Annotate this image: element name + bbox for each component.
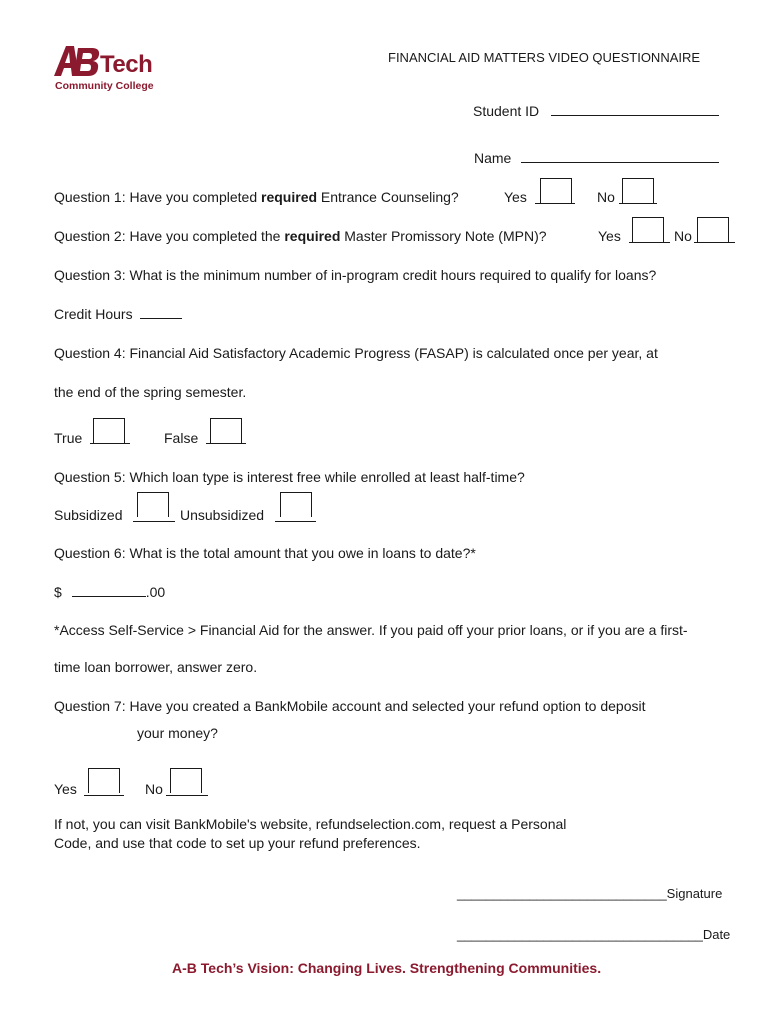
question-6-text: Question 6: What is the total amount that you owe in loans to date?*: [54, 545, 476, 561]
logo-subtitle: Community College: [55, 80, 154, 92]
signature-line[interactable]: _____________________________: [457, 886, 667, 901]
footer-vision: A-B Tech’s Vision: Changing Lives. Strengthening Communities.: [172, 960, 602, 976]
q2-yes-label: Yes: [598, 228, 621, 244]
q1-text-bold: required: [261, 189, 318, 205]
q7-yes-label: Yes: [54, 781, 77, 797]
q7-yes-checkbox[interactable]: [88, 768, 120, 793]
loan-amount-row: [54, 584, 165, 600]
date-line[interactable]: __________________________________: [457, 927, 703, 942]
logo: [52, 44, 162, 96]
loan-amount-field[interactable]: [72, 596, 146, 597]
q2-no-checkbox[interactable]: [697, 217, 729, 242]
question-4-line-2: the end of the spring semester.: [54, 384, 247, 400]
q2-no-label: No: [674, 228, 692, 244]
q7-no-checkbox[interactable]: [170, 768, 202, 793]
q5-subsidized-checkbox[interactable]: [137, 492, 169, 517]
name-row: [474, 150, 719, 166]
q5-unsubsidized-checkbox[interactable]: [280, 492, 312, 517]
question-2-text: [54, 228, 547, 244]
dollar-sign: $: [54, 584, 62, 600]
q5-subsidized-label: Subsidized: [54, 507, 123, 523]
signature-label: Signature: [666, 886, 723, 901]
q1-text-post: Entrance Counseling?: [317, 189, 459, 205]
credit-hours-field[interactable]: [140, 318, 182, 319]
question-3-text: Question 3: What is the minimum number of in-program credit hours required to qualify for loans?: [54, 267, 657, 283]
student-id-row: [473, 103, 719, 119]
logo-word: Tech: [100, 51, 153, 78]
q4-true-label: True: [54, 430, 83, 446]
q2-yes-checkbox[interactable]: [632, 217, 664, 242]
loan-amount-cents: .00: [145, 584, 166, 600]
q4-false-checkbox[interactable]: [210, 418, 242, 443]
signature-row[interactable]: [457, 886, 722, 902]
student-id-field[interactable]: [551, 115, 719, 116]
q5-unsubsidized-label: Unsubsidized: [180, 507, 265, 523]
q1-text-pre: Question 1: Have you completed: [54, 189, 262, 205]
question-1-text: [54, 189, 459, 205]
q2-text-pre: Question 2: Have you completed the: [54, 228, 285, 244]
date-label: Date: [702, 927, 731, 942]
q1-no-underline: [619, 203, 657, 204]
q1-no-label: No: [597, 189, 615, 205]
q6-note-line-2: time loan borrower, answer zero.: [54, 659, 258, 675]
name-field[interactable]: [521, 162, 719, 163]
credit-hours-row: [54, 306, 182, 322]
date-row[interactable]: [457, 927, 730, 943]
q7-yes-underline: [84, 795, 124, 796]
q7-info-line-1: If not, you can visit BankMobile's website, refundselection.com, request a Personal: [54, 816, 567, 832]
q1-no-checkbox[interactable]: [622, 178, 654, 203]
name-label: Name: [474, 150, 512, 166]
q7-info-line-2: Code, and use that code to set up your refund preferences.: [54, 835, 421, 851]
question-5-text: Question 5: Which loan type is interest free while enrolled at least half-time?: [54, 469, 525, 485]
question-7-line-1: Question 7: Have you created a BankMobile account and selected your refund option to deposit: [54, 698, 646, 714]
q4-true-checkbox[interactable]: [93, 418, 125, 443]
question-7-line-2: your money?: [137, 725, 218, 741]
q5-unsubsidized-underline: [275, 521, 316, 522]
q5-subsidized-underline: [133, 521, 175, 522]
q6-note-line-1: *Access Self-Service > Financial Aid for the answer. If you paid off your prior loans, or if you are a first-: [54, 622, 688, 638]
q2-yes-underline: [629, 242, 670, 243]
q1-yes-checkbox[interactable]: [540, 178, 572, 203]
q1-yes-label: Yes: [504, 189, 527, 205]
q7-no-underline: [166, 795, 208, 796]
page-title: FINANCIAL AID MATTERS VIDEO QUESTIONNAIRE: [388, 50, 701, 65]
question-4-line-1: Question 4: Financial Aid Satisfactory Academic Progress (FASAP) is calculated once per year, at: [54, 345, 658, 361]
student-id-label: Student ID: [473, 103, 540, 119]
q7-no-label: No: [145, 781, 163, 797]
q4-false-underline: [206, 443, 246, 444]
q4-false-label: False: [164, 430, 199, 446]
credit-hours-label: Credit Hours: [54, 306, 133, 322]
q1-yes-underline: [535, 203, 575, 204]
q4-true-underline: [90, 443, 130, 444]
q2-text-post: Master Promissory Note (MPN)?: [340, 228, 547, 244]
q2-no-underline: [694, 242, 735, 243]
q2-text-bold: required: [284, 228, 341, 244]
